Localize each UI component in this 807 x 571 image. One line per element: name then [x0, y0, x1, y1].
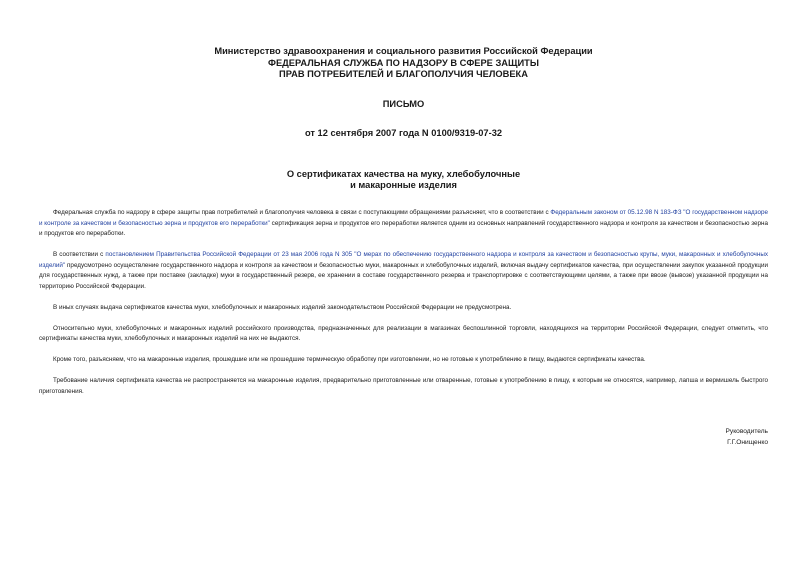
- paragraph-3: В иных случаях выдача сертификатов качества муки, хлебобулочных и макаронных изделий законодательством Российской Федерации не предусмотрена.: [53, 303, 512, 311]
- paragraph-4: Относительно муки, хлебобулочных и макаронных изделий российского производства, предназначенных для реализации в магазинах беспошлинной торговли, находящихся на территории Российской Федерации, следует отметить, что сертификаты качества муки, хлебобулочных и макаронных изделий на них не выдаются.: [39, 324, 768, 342]
- signature-block: [726, 427, 768, 448]
- title-line1: О сертификатах качества на муку, хлебобулочные: [286, 169, 521, 179]
- paragraph-1-text-before: Федеральная служба по надзору в сфере защиты прав потребителей и благополучия человека в связи с поступающими обращениями разъясняет, что в соответствии с: [53, 209, 551, 216]
- paragraph-2-text-after: предусмотрено осуществление государственного надзора и контроля за качеством и безопасностью муки, макаронных и хлебобулочных изделий, включая выдачу сертификатов качества, при осуществлении закупок указанной продукции для государственных нужд, а также при поставке (закладке) муки в государственный резерв, ее хранении в составе государственного резерва и транспортировке с соответствующими целями, а также при ввозе (вывозе) указанной продукции на территорию Российской Федерации.: [39, 261, 768, 290]
- paragraph-1-text-after: сертификация зерна и продуктов его переработки является одним из основных направлений государственного надзора и контроля за качеством и безопасностью зерна и продуктов его переработки.: [39, 219, 769, 237]
- ministry-name: Министерство здравоохранения и социального развития Российской Федерации: [214, 46, 593, 56]
- paragraph-2: [39, 250, 768, 292]
- signatory-position: Руководитель: [725, 428, 768, 435]
- title-line2: и макаронные изделия: [350, 180, 457, 190]
- federal-law-link[interactable]: Федеральным законом от 05.12.98 N 183-ФЗ "О государственном надзоре и контроле за качеством и безопасностью зерна и продуктов его переработки": [39, 209, 768, 227]
- document-body: [39, 208, 768, 408]
- government-resolution-link[interactable]: постановлением Правительства Российской Федерации от 23 мая 2006 года N 305 "О мерах по обеспечению государственного надзора и контроля за качеством и безопасностью крупы, муки, макаронных и хлебобулочных изделий": [39, 251, 768, 269]
- paragraph-6: Требование наличия сертификата качества не распространяется на макаронные изделия, предварительно приготовленные или отваренные, готовые к употреблению в пищу, к которым не относятся, например, лапша и вермишель быстрого приготовления.: [39, 377, 768, 395]
- agency-name-line2: ПРАВ ПОТРЕБИТЕЛЕЙ И БЛАГОПОЛУЧИЯ ЧЕЛОВЕКА: [279, 69, 528, 79]
- paragraph-2-text-before: В соответствии с: [53, 251, 106, 258]
- document-title: [0, 169, 807, 191]
- paragraph-1: [39, 208, 768, 240]
- agency-name-line1: ФЕДЕРАЛЬНАЯ СЛУЖБА ПО НАДЗОРУ В СФЕРЕ ЗАЩИТЫ: [268, 57, 539, 68]
- document-date-number: от 12 сентября 2007 года N 0100/9319-07-32: [304, 128, 503, 138]
- signatory-name: Г.Г.Онищенко: [727, 438, 768, 446]
- paragraph-5: Кроме того, разъясняем, что на макаронные изделия, прошедшие или не прошедшие термическую обработку при изготовлении, но не готовые к употреблению в пищу, выдаются сертификаты качества.: [53, 356, 646, 363]
- issuer-header: [0, 46, 807, 81]
- document-type: ПИСЬМО: [382, 99, 425, 109]
